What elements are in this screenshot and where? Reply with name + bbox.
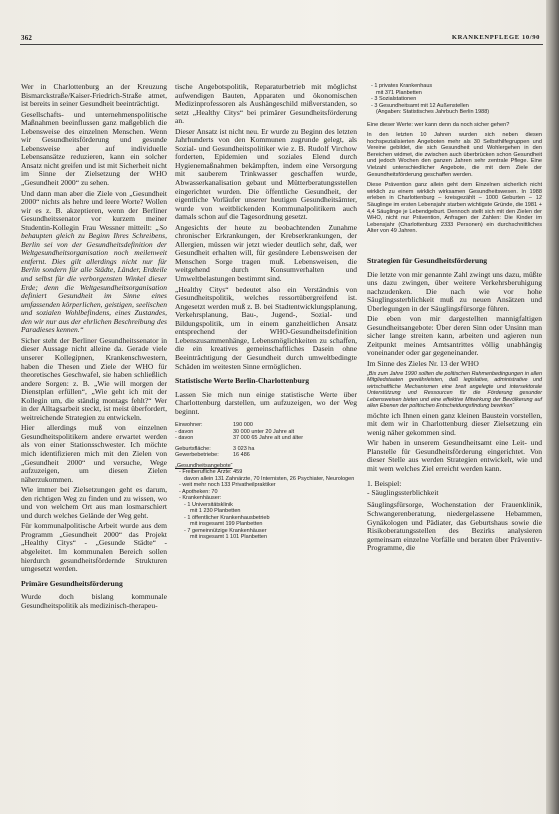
statistics-continued: [367, 83, 542, 116]
paragraph: „Healthy Citys“ bedeutet also ein Verständnis von Gesundheitspolitik, welches ressortübergreifend ist. Angesetzt werden muß z. B. bei Stadtentwicklungsplanung, Verkehrsplanung, Bau-, Jugend-, Sozial- und Bildungspolitik, um in einem ganzheitlichen Ansatz entsprechend der WHO-Gesundheitsdefinition Lebenszusammenhänge, Lebensmöglichkeiten zu schaffen, die ein kreatives gemeinschaftliches Dasein ohne Beeinträchtigung der Gesundheit durch umweltbedingte Schäden im weitesten Sinne ermöglichen.: [175, 284, 357, 371]
statistic-value: 30 000 unter 20 Jahre alt: [233, 428, 295, 435]
section-heading: Strategien für Gesundheitsförderung: [367, 256, 488, 265]
offer-item: mit insgesamt 199 Planbetten: [190, 521, 263, 528]
paragraph: Wurde doch bislang kommunale Gesundheitspolitik als medizinisch-therapeu-: [21, 592, 167, 610]
statistic-row: [175, 452, 357, 459]
section-heading: Statistische Werte Berlin-Charlottenburg: [175, 376, 309, 386]
page-edge-shadow: [546, 0, 559, 814]
paragraph: Gesellschafts- und unternehmenspolitische Maßnahmen beeinflussen ganz maßgeblich die Lebensweise des einzelnen Menschen. Wenn wir Gesundheitsförderung und gesunde Lebensweise aber auf individuelle Lebensansätze reduzieren, kann ein solcher Ansatz nicht greifen und ist mit Sicherheit nicht im Sinne der Zielsetzung der WHO „Gesundheit 2000“ zu sehen.: [21, 109, 167, 188]
statistic-label: Gewerbebetriebe:: [175, 452, 219, 459]
offers-title: „Gesundheitsangebote“: [175, 462, 233, 469]
offer-item: mit 371 Planbetten: [376, 89, 422, 96]
offer-item: mit insgesamt 1 101 Planbetten: [190, 534, 268, 541]
statistic-value: 190 000: [233, 422, 253, 429]
paragraph: Wir haben in unserem Gesundheitsamt eine Leit- und Planstelle für Gesundheitsförderung eingerichtet. Von dieser Stelle aus werden Strategien entwickelt, wie und mit wem welches Ziel erreicht werden kann.: [367, 438, 542, 473]
offer-item: - Freiberufliche Ärzte: 459: [179, 469, 243, 476]
statistic-value: 3 023 ha: [233, 445, 255, 452]
paragraph: Sicher steht der Berliner Gesundheitssenator in dieser Aussage nicht alleine da. Gerade viele unserer Kollegipnen, Krankenschwestern, haben die Thesen und Ziele der WHO für theoretisches Geschwafel, sie haben schließlich andere Sorgen: z. B. „Wie will morgen der Dienstplan erfüllen“, „Wie geht ich mit der Kollegin um, die ständig montags fehlt?“ Wer in der Alltagsarbeit steckt, ist meist überfordert, weitreichende Strategien zu entwickeln.: [21, 335, 167, 422]
offer-item: - 1 privates Krankenhaus: [371, 83, 433, 89]
paragraph: Die eben von mir dargestellten mannigfaltigen Gesundheitsangebote: Über deren Sinn oder Unsinn man sicher lange streiten kann, arbeiten und agieren nun Zeitpunkt meines Amtsantrittes völlig unabhängig voneinander oder gar gegeneinander.: [367, 314, 542, 358]
offer-item: mit 1 230 Planbetten: [190, 508, 241, 515]
paragraph: tische Angebotspolitik, Reparaturbetrieb mit möglichst aufwendigen Bauten, Apparaten und ökonomischen Medizinprofessoren als Aushängeschild mißverstanden, so setzt „Healthy Citys“ bei primärer Gesundheitsförderung an.: [175, 82, 357, 126]
statistic-label: Geburtsfläche:: [175, 445, 211, 452]
header-rule: [20, 44, 543, 45]
offer-item: - 3 Gesundheitsamt mit 12 Außenstellen: [371, 102, 469, 109]
column-3: [367, 83, 542, 555]
statistic-label: Einwohner:: [175, 422, 203, 429]
paragraph: Angesichts der heute zu beobachtenden Zunahme chronischer Erkrankungen, der Krebserkrankungen, der Allergien, müssen wir jetzt wieder deutlich sehr, daß, wer Gesundheit erhalten will, für gesündere Lebensweisen der Menschen Sorge tragen muß. Lebensweisen, die weitgehend durch Konsumverhalten und Umweltbelastungen bestimmt sind.: [175, 222, 357, 284]
offer-item: - weit mehr noch 133 Privatheilpraktiker: [179, 482, 276, 489]
statistic-label: - davon: [175, 435, 194, 442]
senator-quote: „So behaupten gleich zu Beginn Ihres Schreibens, Berlin sei von der Gesundheitsdefinition der Weltgesundheitsorganisation noch meilenweit entfernt. Dies gilt allerdings nicht nur für Berlin sondern für alle Städte, Länder, Erdteile und selbst für die verborgensten Winkel dieser Erde; denn die Weltgesundheitsorganisation definiert Gesundheit im Sinne eines umfassenden körperlichen, geistigen, seelischen und sozialen Wohlbefindens, eines Zustandes, den wir nur aus der ehrlichen Beschreibung des Paradieses kennen.“: [21, 222, 167, 335]
statistics-block: [175, 422, 357, 541]
column-1: [21, 83, 167, 612]
small-paragraph: Eine dieser Werte: wer kann denn da noch sicher gehen?: [367, 121, 510, 128]
paragraph: Wer in Charlottenburg an der Kreuzung Bismarckstraße/Kaiser-Friedrich-Straße atmet, ist bereits in seiner Gesundheit beeinträchtigt.: [21, 82, 167, 109]
offer-item: - 7 gemeinnützige Krankenhäuser: [184, 527, 267, 534]
offer-item: - 1 Universitätsklinik: [184, 501, 233, 508]
paragraph: möchte ich Ihnen einen ganz kleinen Baustein vorstellen, mit dem wir in Charlottenburg dieser Zielsetzung ein wenig näher gekommen sind.: [367, 410, 542, 437]
paragraph: Lassen Sie mich nun einige statistische Werte über Charlottenburg darstellen, um aufzuzeigen, wo der Weg beginnt.: [175, 389, 357, 416]
paragraph: Die letzte von mir genannte Zahl zwingt uns dazu, müßte uns dazu zwingen, über weitere Verkehrsberuhigung nachzudenken. Die nach wie vor hohe Säuglingssterblichkeit muß zu neuen Ansätzen und Überlegungen in der Säuglingsfürsorge führen.: [367, 269, 542, 313]
paragraph: Wie immer bei Zielsetzungen geht es darum, den richtigen Weg zu finden und zu wissen, wo und von welchem Ort aus man losmarschiert und durch welches Gelände der Weg geht.: [21, 485, 167, 520]
offer-item: - Apotheken: 70: [179, 488, 218, 495]
paragraph: Säuglingsfürsorge, Wochenstation der Frauenklinik, Schwangerenberatung, niedergelassene Hebammen, Gynäkologen und Pädiater, das Geburtshaus sowie die Risikoberatungsstellen des Bezirks analysieren gemeinsam einzelne Vorfälle und beraten über Präventiv-Programme, die: [367, 500, 542, 553]
example-label: 1. Beispiel:: [367, 479, 402, 489]
paragraph: Hier allerdings muß von einzelnen Gesundheitspolitikern andere erwartet werden als von einer Stationsschwester. Ich möchte mich identifizieren mich mit den Zielen von „Gesundheit 2000“ und versuche, Wege aufzuzeigen, um diesen Zielen näherzukommen.: [21, 423, 167, 484]
journal-title: KRANKENPFLEGE 10/90: [451, 34, 540, 41]
paragraph: Im Sinne des Zieles Nr. 13 der WHO: [367, 359, 479, 369]
offer-item: - Krankenhäuser:: [179, 495, 222, 502]
who-goal-quote: „Bis zum Jahre 1990 sollten die politischen Rahmenbedingungen in allen Mitgliedstaaten gewährleisten, daß legislative, administrative und wirtschaftliche Mechanismen eine breit angelegte und intersektorale Unterstützung und Ressourcen für die Förderung gesunder Lebensweisen bieten und eine effektive Mitwirkung der Bevölkerung auf allen Ebenen der politischen Entscheidungsfindung bewirken“: [367, 370, 542, 410]
statistic-value: 16 486: [233, 452, 250, 459]
example-item: - Säuglingssterblichkeit: [367, 487, 439, 497]
column-2: [175, 83, 357, 541]
example-list: [367, 480, 542, 497]
statistic-row: [175, 435, 357, 442]
offer-item: - 1 öffentlicher Krankenhausbetrieb: [184, 514, 270, 521]
statistic-label: - davon: [175, 428, 194, 435]
page-number: 362: [21, 34, 33, 42]
section-heading: Primäre Gesundheitsförderung: [21, 578, 123, 588]
paragraph: Für kommunalpolitische Arbeit wurde aus dem Programm „Gesundheit 2000“ das Projekt „Healthy Citys“ - „Gesunde Städte“ - abgeleitet. Im kommunalen Bereich sollen hierdurch gesundheitsfördernde Strukturen umgesetzt werden.: [21, 521, 167, 574]
offer-item: (Angaben: Statistisches Jahrbuch Berlin 1988): [376, 109, 490, 115]
paragraph: Dieser Ansatz ist nicht neu. Er wurde zu Beginn des letzten Jahrhunderts von den Kommunen zugrunde gelegt, als Sozial- und Gesundheitspolitiker wie z. B. Rudolf Virchow forderten, Epidemien und soziales Elend durch Hygienemaßnahmen bekämpften, indem eine Versorgung mit sauberem Trinkwasser geschaffen wurde, Abwasserkanalisation gebaut und Mütterberatungsstellen eingerichtet wurden. Die öffentliche Gesundheit, der eigentliche Vorläufer unserer heutigen Gesundheitsämter, wurde von weitblickenden Kommunalpolitikern auch damals schon auf die Tagesordnung gesetzt.: [175, 126, 357, 222]
offer-item: davon allein 131 Zahnärzte, 70 Internisten, 26 Psychiater, Neurologen: [184, 475, 355, 482]
statistic-value: 37 000 65 Jahre alt und älter: [233, 435, 304, 442]
paragraph-text: Und dann man aber die Ziele von „Gesundheit 2000“ nichts als hehre und leere Worte? Wollen wir es z. B. akzeptieren, wenn der Berliner Gesundheitssenator vor kurzem meiner Studentin-Kollegin Frau Wessner mitteilt:: [21, 188, 167, 232]
offer-item: - 3 Sozialstationen: [371, 96, 417, 102]
paragraph: [21, 190, 167, 335]
small-print-block: [367, 122, 542, 236]
small-paragraph: In den letzten 10 Jahren wurden sich neben diesen hochspezialisierten Angeboten mehr als 30 Selbsthilfegruppen und Vereine gebildet, die sich Gesundheit und Wohlergehen in den Bereichen widmet, die zwischen auch überbrücken schon Gesundheit und jedoch Wochen den ganzen Jahren sehr zentrale Pflege. Eine Vielzahl unterschiedlicher Angebote, die mit dem Ziele der Gesundheitsförderung geschaffen werden.: [367, 132, 542, 178]
small-paragraph: Diese Prävention ganz allein geht dem Einzelnen sicherlich nicht wirklich zu einem wirklich wirksamen Gesundheitswesen. In 1988 erleben in Charlottenburg – kreisgezählt – 1000 Geburten – 12 Säuglinge im ersten Lebensjahr starben wichtigste Gründe, die 1981 + 4,4 Säuglinge je Lebendgeburt. Dennoch stellt sich mit den Zielen der WHO, nicht nur Prävention, Anfragen der Zahlen: Die Kinder im Lebensjahr (Charlottenburg 2333 Personen) ein durchschnittliches Alter von 49 Jahren.: [367, 182, 542, 235]
